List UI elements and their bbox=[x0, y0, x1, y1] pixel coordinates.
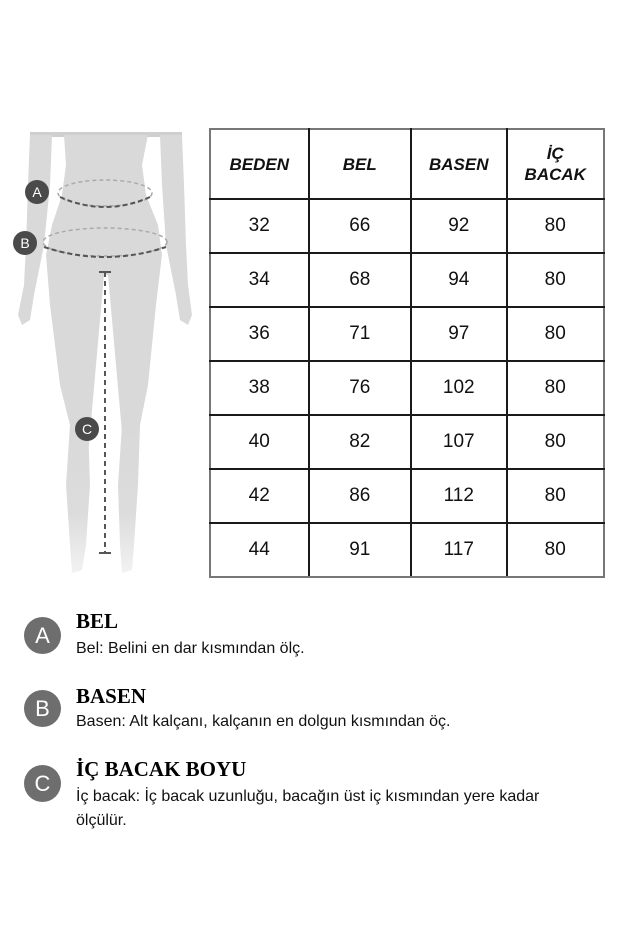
legend-title: İÇ BACAK BOYU bbox=[76, 757, 247, 781]
cell-basen: 117 bbox=[411, 523, 506, 577]
body-silhouette-figure bbox=[0, 125, 205, 585]
header-ic-bacak bbox=[507, 129, 605, 199]
legend-title: BEL bbox=[76, 609, 119, 633]
header-ic-line2: BACAK bbox=[524, 165, 586, 184]
svg-text:C: C bbox=[81, 421, 93, 437]
cell-bel: 86 bbox=[309, 469, 412, 523]
table-row bbox=[210, 415, 604, 469]
cell-ic-bacak: 80 bbox=[507, 415, 605, 469]
cell-basen: 92 bbox=[411, 199, 506, 253]
marker-b-icon bbox=[13, 231, 37, 255]
cell-basen: 94 bbox=[411, 253, 506, 307]
badge-a-icon: A bbox=[24, 617, 61, 654]
cell-beden: 40 bbox=[210, 415, 309, 469]
header-bel: BEL bbox=[309, 129, 412, 199]
table-row bbox=[210, 199, 604, 253]
table-row bbox=[210, 523, 604, 577]
legend-desc: Basen: Alt kalçanı, kalçanın en dolgun kısmından öç. bbox=[76, 713, 451, 730]
table-header-row bbox=[210, 129, 604, 199]
marker-c-icon bbox=[75, 417, 99, 441]
cell-ic-bacak: 80 bbox=[507, 253, 605, 307]
legend-desc: Bel: Belini en dar kısmından ölç. bbox=[76, 640, 305, 657]
cell-basen: 107 bbox=[411, 415, 506, 469]
table-row bbox=[210, 253, 604, 307]
svg-text:B: B bbox=[20, 235, 30, 251]
cell-bel: 82 bbox=[309, 415, 412, 469]
body-silhouette-icon bbox=[0, 125, 205, 585]
cell-ic-bacak: 80 bbox=[507, 307, 605, 361]
cell-beden: 34 bbox=[210, 253, 309, 307]
cell-basen: 102 bbox=[411, 361, 506, 415]
cell-ic-bacak: 80 bbox=[507, 469, 605, 523]
cell-ic-bacak: 80 bbox=[507, 199, 605, 253]
marker-a-icon bbox=[25, 180, 49, 204]
cell-beden: 36 bbox=[210, 307, 309, 361]
cell-bel: 68 bbox=[309, 253, 412, 307]
header-beden: BEDEN bbox=[210, 129, 309, 199]
cell-bel: 76 bbox=[309, 361, 412, 415]
cell-beden: 44 bbox=[210, 523, 309, 577]
cell-basen: 112 bbox=[411, 469, 506, 523]
cell-beden: 42 bbox=[210, 469, 309, 523]
header-basen: BASEN bbox=[411, 129, 506, 199]
cell-beden: 38 bbox=[210, 361, 309, 415]
table-row bbox=[210, 307, 604, 361]
legend-title: BASEN bbox=[76, 684, 147, 708]
cell-beden: 32 bbox=[210, 199, 309, 253]
table-row bbox=[210, 469, 604, 523]
svg-text:A: A bbox=[32, 184, 42, 200]
cell-basen: 97 bbox=[411, 307, 506, 361]
cell-bel: 91 bbox=[309, 523, 412, 577]
header-ic-line1: İÇ bbox=[546, 144, 564, 163]
badge-b-icon: B bbox=[24, 690, 61, 727]
cell-ic-bacak: 80 bbox=[507, 361, 605, 415]
badge-c-icon: C bbox=[24, 765, 61, 802]
legend-desc: İç bacak: İç bacak uzunluğu, bacağın üst iç kısmından yere kadar ölçülür. bbox=[76, 788, 540, 829]
table-row bbox=[210, 361, 604, 415]
cell-bel: 66 bbox=[309, 199, 412, 253]
size-chart-table bbox=[209, 128, 605, 578]
cell-ic-bacak: 80 bbox=[507, 523, 605, 577]
cell-bel: 71 bbox=[309, 307, 412, 361]
